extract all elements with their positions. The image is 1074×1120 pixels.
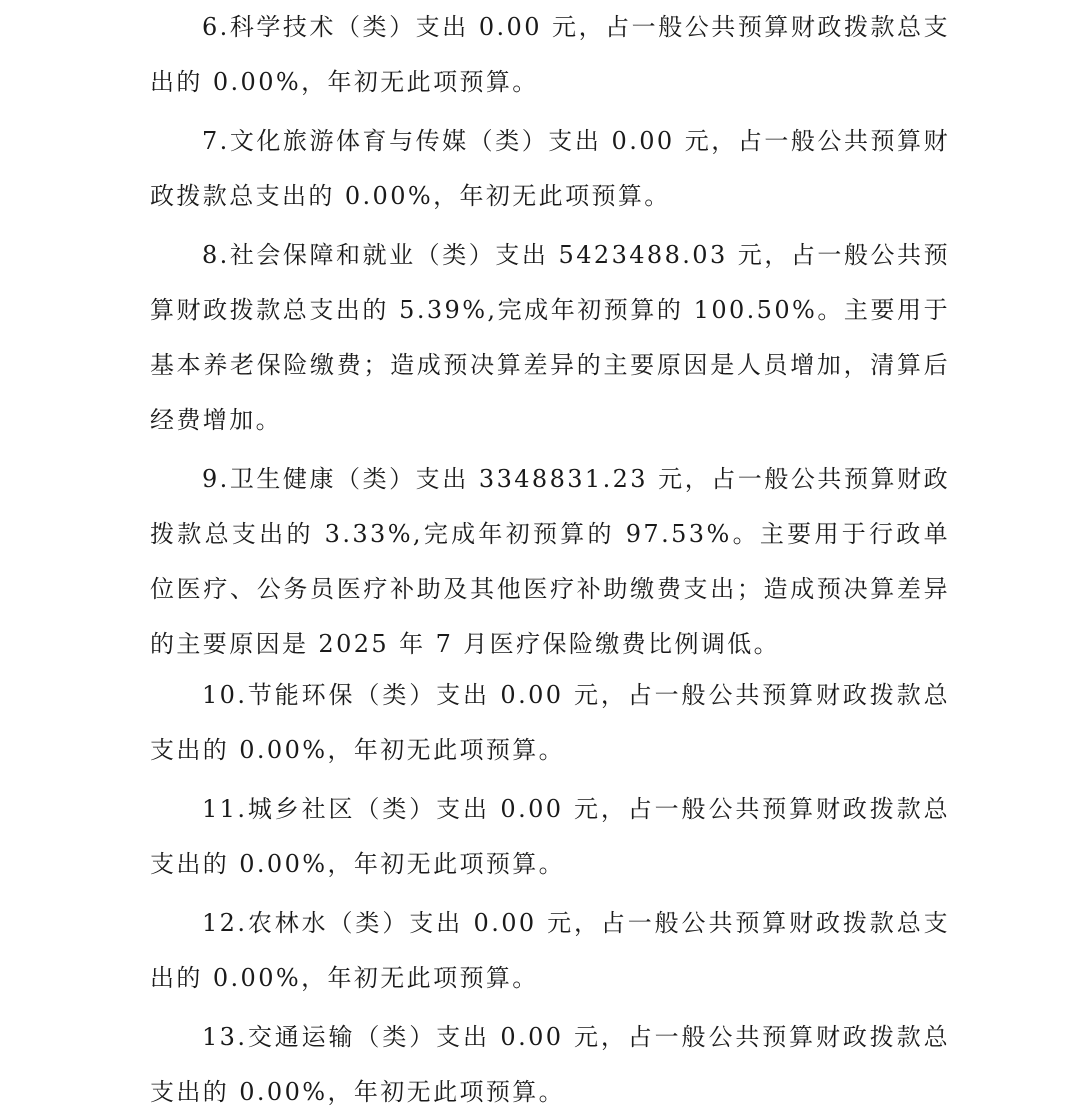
paragraph-item-10: 10.节能环保（类）支出 0.00 元，占一般公共预算财政拨款总支出的 0.00%，年初无此项预算。 (150, 681, 950, 764)
paragraph-item-13: 13.交通运输（类）支出 0.00 元，占一般公共预算财政拨款总支出的 0.00%，年初无此项预算。 (150, 1023, 950, 1106)
paragraph-item-12: 12.农林水（类）支出 0.00 元，占一般公共预算财政拨款总支出的 0.00%，年初无此项预算。 (150, 909, 950, 992)
paragraph-item-9: 9.卫生健康（类）支出 3348831.23 元，占一般公共预算财政拨款总支出的 3.33%,完成年初预算的 97.53%。主要用于行政单位医疗、公务员医疗补助及其他医疗补助缴费支出；造成预决算差异的主要原因是 2025 年 7 月医疗保险缴费比例调低。 (150, 465, 950, 658)
paragraph-item-7: 7.文化旅游体育与传媒（类）支出 0.00 元，占一般公共预算财政拨款总支出的 0.00%，年初无此项预算。 (150, 127, 950, 210)
paragraph-item-11: 11.城乡社区（类）支出 0.00 元，占一般公共预算财政拨款总支出的 0.00%，年初无此项预算。 (150, 795, 950, 878)
paragraph-item-6: 6.科学技术（类）支出 0.00 元，占一般公共预算财政拨款总支出的 0.00%，年初无此项预算。 (150, 13, 950, 96)
paragraph-item-8: 8.社会保障和就业（类）支出 5423488.03 元，占一般公共预算财政拨款总支出的 5.39%,完成年初预算的 100.50%。主要用于基本养老保险缴费；造成预决算差异的主要原因是人员增加，清算后经费增加。 (150, 241, 950, 434)
